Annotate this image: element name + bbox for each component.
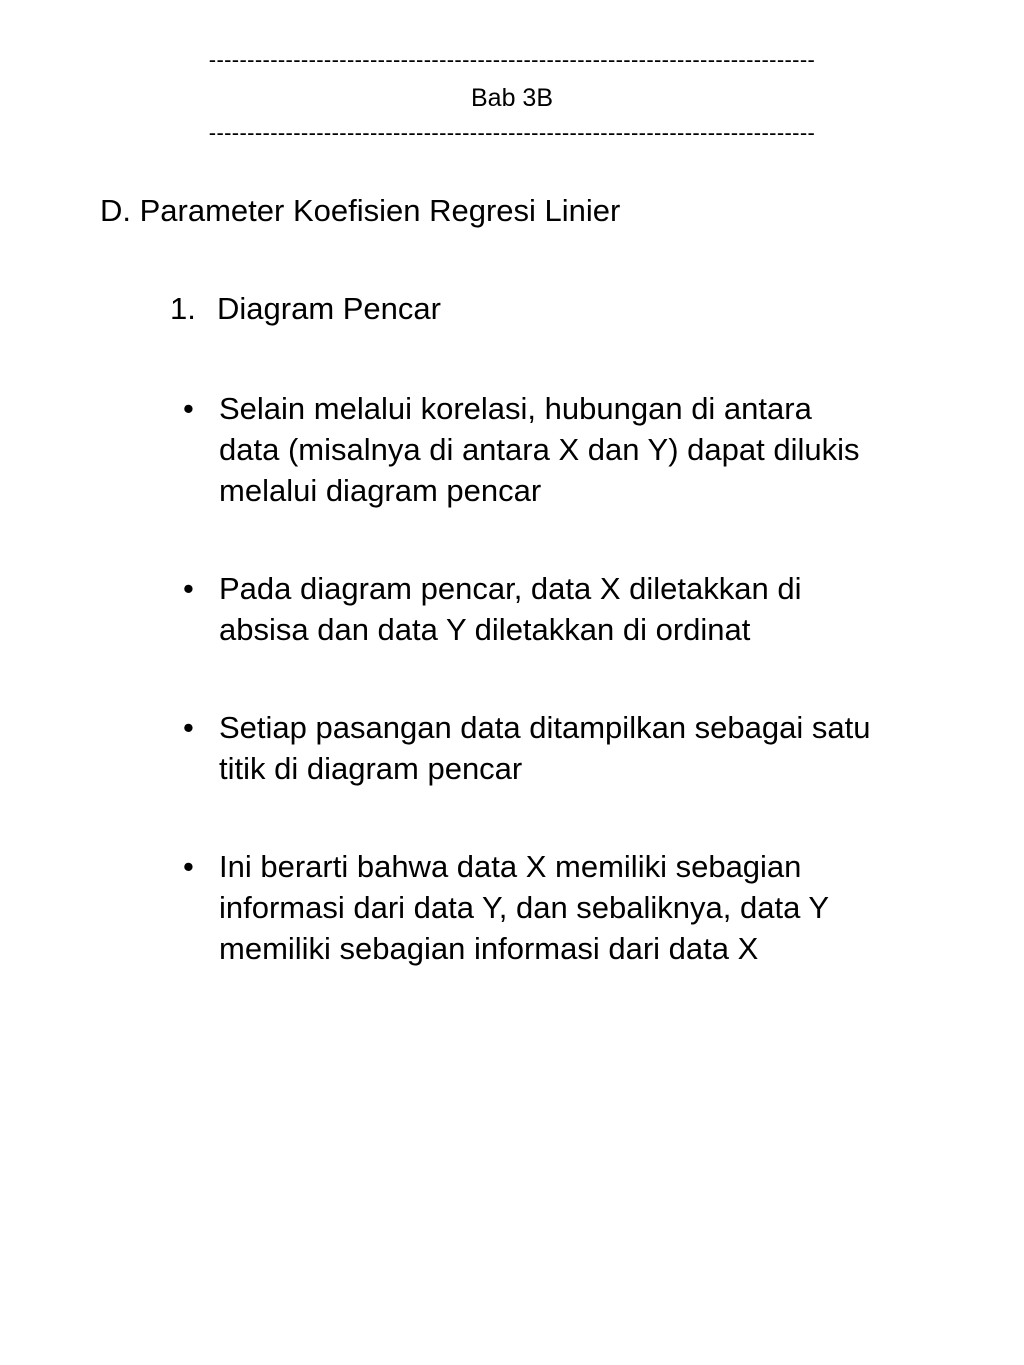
- bullet-dot-icon: •: [183, 849, 194, 884]
- bullet-item-correlation: [183, 388, 963, 511]
- header-title: Bab 3B: [470, 84, 553, 112]
- bullet-list: [183, 388, 963, 1026]
- bullet-dot-icon: •: [183, 710, 194, 745]
- bullet-line: memiliki sebagian informasi dari data X: [219, 931, 759, 966]
- bullet-item-axes: [183, 568, 963, 650]
- subsection-heading: [170, 290, 441, 328]
- bullet-line: absisa dan data Y diletakkan di ordinat: [219, 612, 751, 647]
- header-rule-bottom: -------------------------------------------------------------------------------: [208, 120, 816, 145]
- bullet-item-points: [183, 707, 963, 789]
- subsection-number: 1.: [170, 291, 196, 326]
- bullet-line: Setiap pasangan data ditampilkan sebagai satu: [219, 710, 871, 745]
- bullet-line: Pada diagram pencar, data X diletakkan di: [219, 571, 802, 606]
- bullet-dot-icon: •: [183, 391, 194, 426]
- section-heading: D. Parameter Koefisien Regresi Linier: [100, 193, 621, 228]
- bullet-line: Selain melalui korelasi, hubungan di antara: [219, 391, 812, 426]
- bullet-dot-icon: •: [183, 571, 194, 606]
- header-rule-top: -------------------------------------------------------------------------------: [208, 47, 816, 72]
- bullet-line: informasi dari data Y, dan sebaliknya, data Y: [219, 890, 830, 925]
- bullet-line: data (misalnya di antara X dan Y) dapat dilukis: [219, 432, 860, 467]
- bullet-line: Ini berarti bahwa data X memiliki sebagian: [219, 849, 802, 884]
- bullet-item-information: [183, 846, 963, 969]
- subsection-title: Diagram Pencar: [217, 291, 441, 326]
- bullet-line: melalui diagram pencar: [219, 473, 542, 508]
- bullet-line: titik di diagram pencar: [219, 751, 523, 786]
